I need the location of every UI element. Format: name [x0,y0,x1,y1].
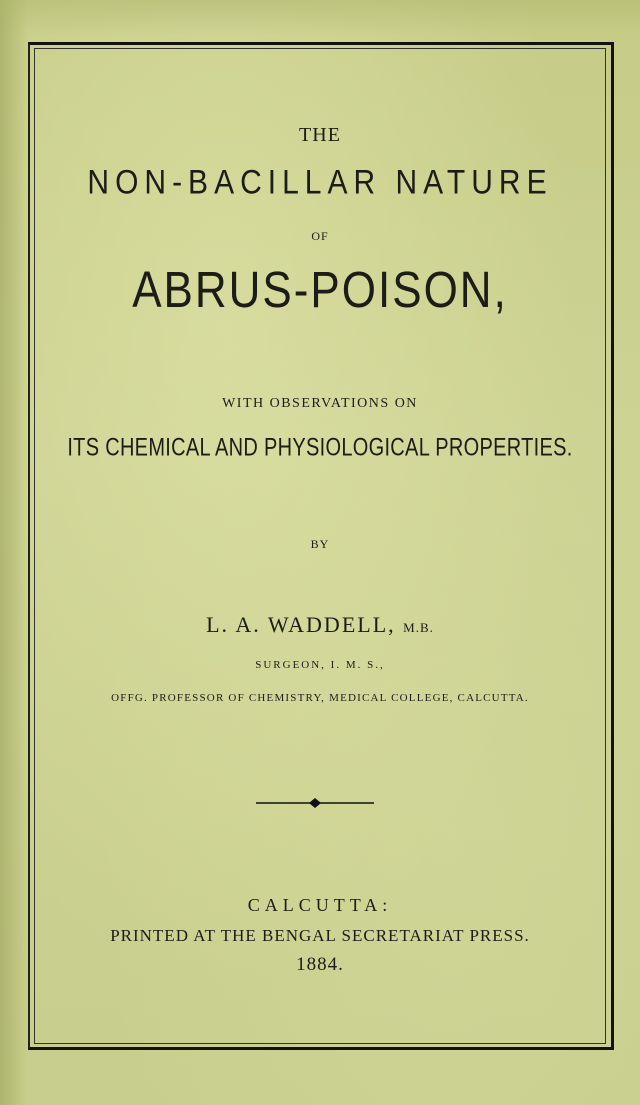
page-top-shadow [0,0,640,36]
author-post: SURGEON, I. M. S., [255,659,385,671]
subtitle-line-1: WITH OBSERVATIONS ON [222,396,418,411]
title-line-2: ABRUS-POISON, [132,262,508,319]
imprint-year: 1884. [296,954,344,975]
author-line [0,612,640,638]
title-line-1: NON-BACILLAR NATURE [87,163,553,202]
author-degree: M.B. [403,620,434,635]
author-office: OFFG. PROFESSOR OF CHEMISTRY, MEDICAL COLLEGE, CALCUTTA. [111,692,529,704]
subtitle-line-2: ITS CHEMICAL AND PHYSIOLOGICAL PROPERTIES. [67,434,573,462]
imprint-place: CALCUTTA: [247,895,393,915]
title-connector: OF [311,229,329,243]
by-label: BY [310,537,330,551]
author-name: L. A. WADDELL, [206,612,396,637]
diamond-rule-ornament-icon [256,797,374,809]
title-article: THE [299,124,341,146]
imprint-printer: PRINTED AT THE BENGAL SECRETARIAT PRESS. [110,926,530,945]
